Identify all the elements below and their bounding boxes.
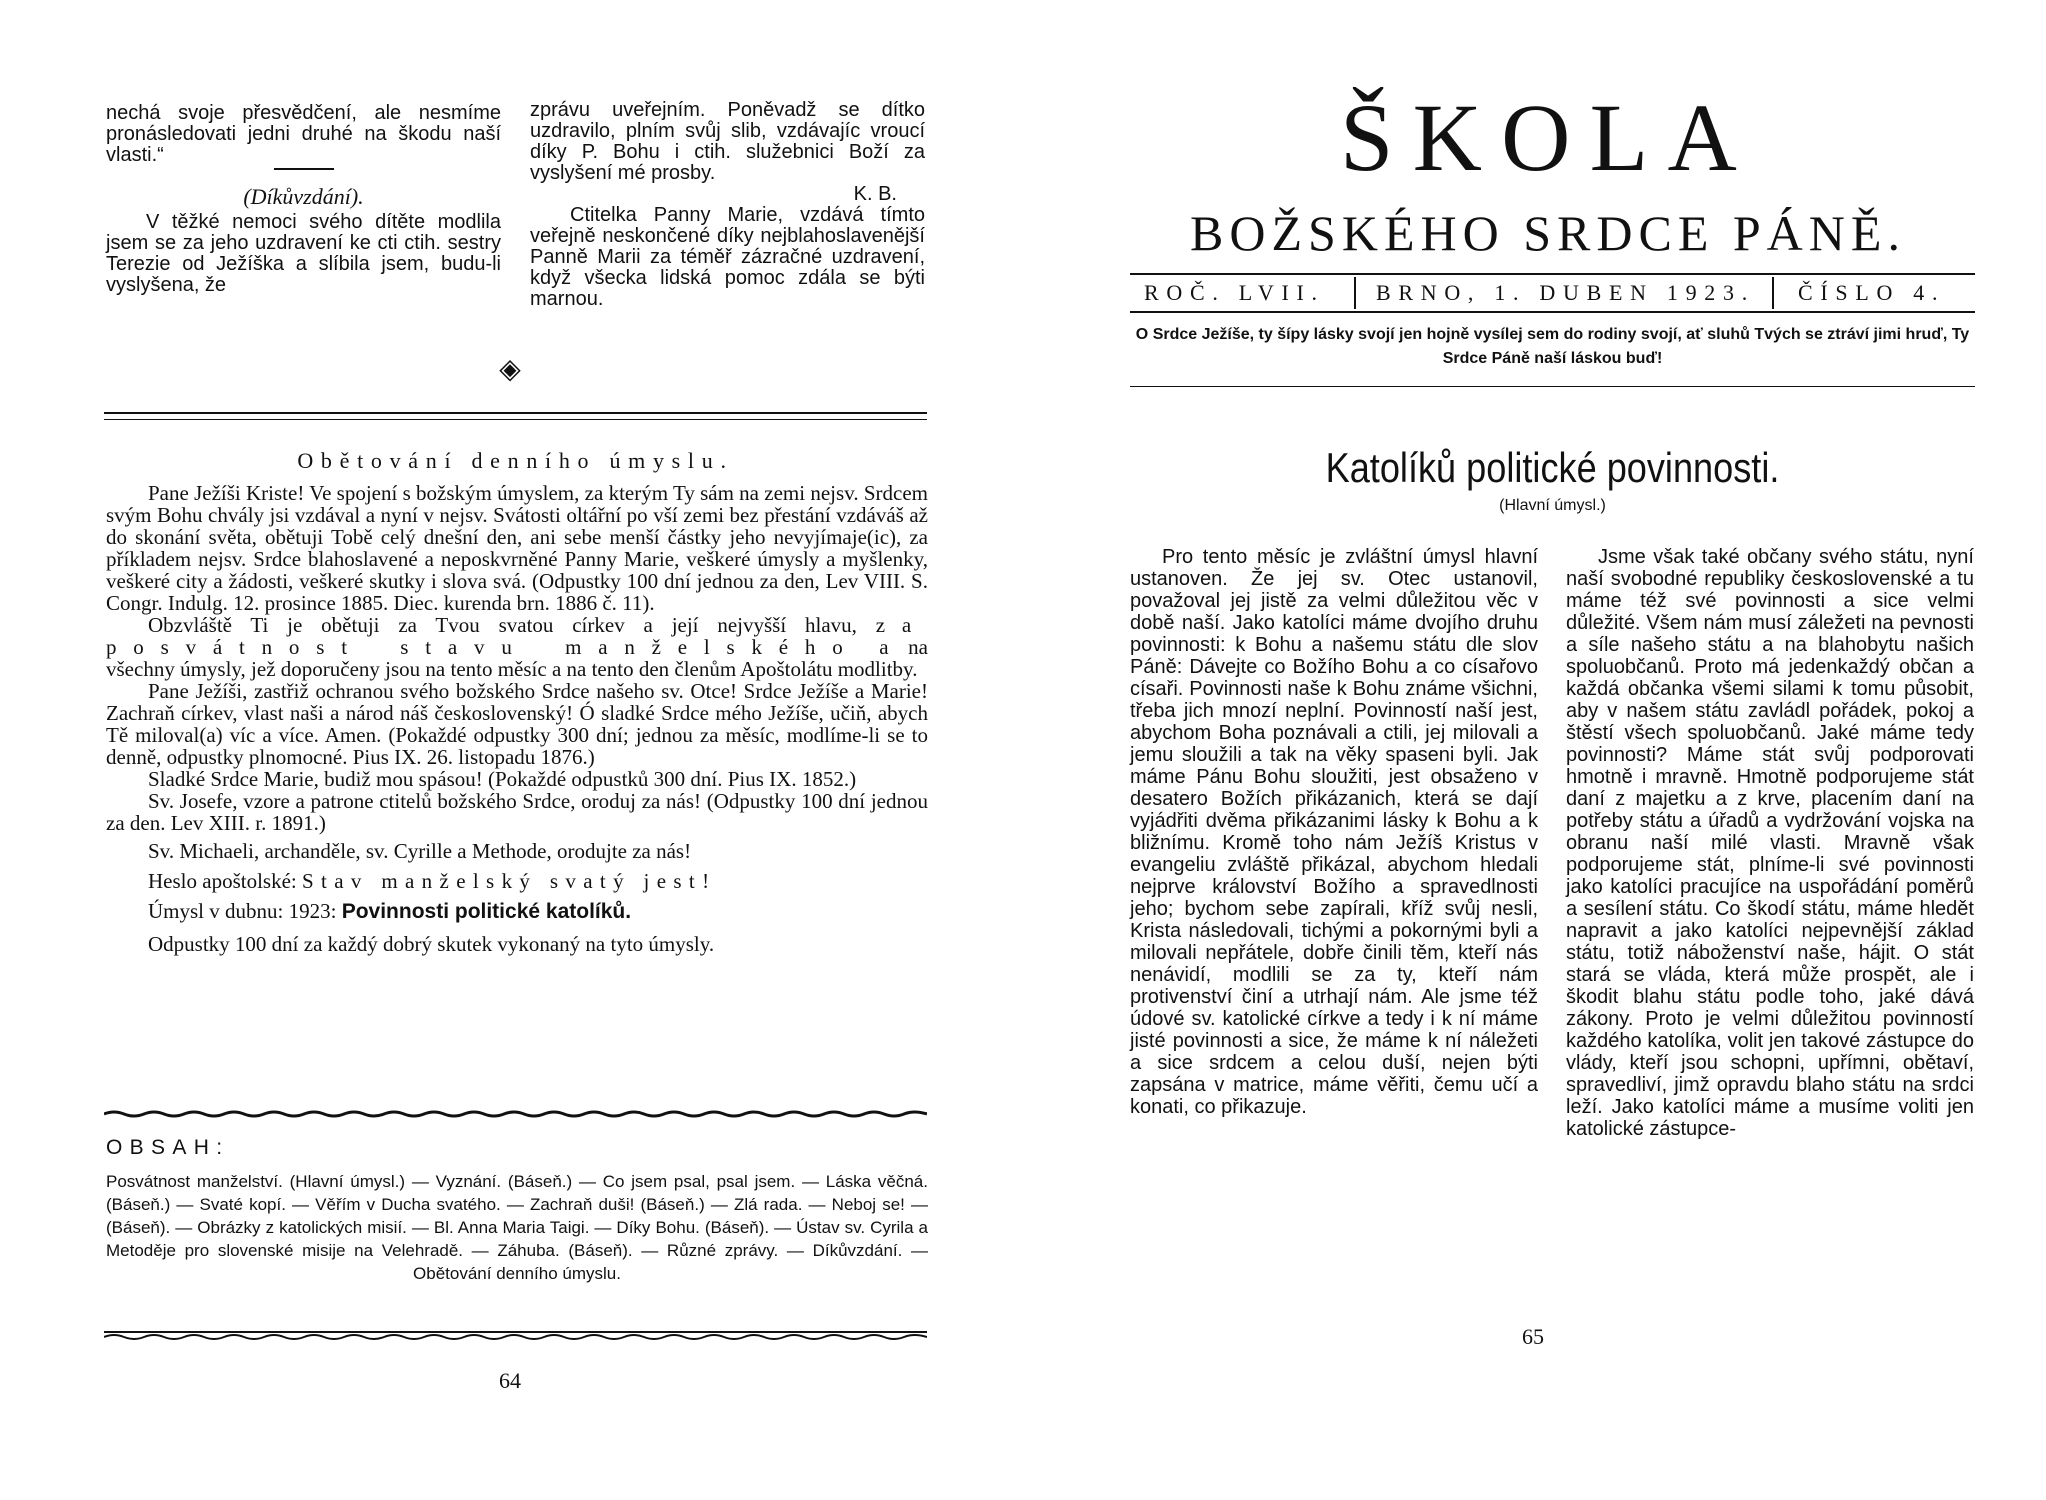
article-column-1	[1130, 546, 1538, 1118]
offering-text	[106, 482, 928, 955]
thanksgiving-paragraph-1: V těžké nemoci svého dítěte modlila jsem se za jeho uzdravení ke cti ctih. sestry Terezie od Ježíška a slíbila jsem, budu-li vyslyšena, že	[106, 211, 501, 296]
offering-paragraph-2-start: Obzvláště Ti je obětuji za Tvou svatou církev a její nejvyšší hlavu,	[148, 613, 857, 637]
contents-text: Posvátnost manželství. (Hlavní úmysl.) — Vyznání. (Báseň.) — Co jsem psal, psal jsem. — Láska věčná. (Báseň.) — Svaté kopí. — Věřím v Ducha svatého. — Zachraň duši! (Báseň.) — Zlá rada. — Neboj se! — (Báseň). — Obrázky z katolických misií. — Bl. Anna Maria Taigi. — Díky Bohu. (Báseň). — Ústav sv. Cyrila a Metoděje pro slovenské misije na Velehradě. — Záhuba. (Báseň). — Různé zprávy. — Díkůvzdání. — Obětování denního úmyslu.	[106, 1172, 928, 1283]
offering-paragraph-9: Odpustky 100 dní za každý dobrý skutek vykonaný na tyto úmysly.	[148, 932, 715, 956]
short-divider	[274, 168, 334, 170]
volume-label: ROČ. LVII.	[1144, 280, 1325, 305]
thanksgiving-column-1	[106, 103, 501, 296]
thanksgiving-heading: (Díkůvzdání).	[243, 184, 364, 209]
issue-separator-2	[1772, 277, 1774, 309]
offering-paragraph-2	[106, 614, 928, 680]
issue-separator-1	[1354, 277, 1356, 309]
issue-rule-top	[1130, 273, 1975, 275]
contents-heading: OBSAH:	[106, 1136, 230, 1159]
offering-paragraph-2-end: a na všechny úmysly, jež doporučeny jsou na tento měsíc a na tento den členům Apoštolátu modlitby.	[106, 635, 928, 681]
page-number-left: 64	[499, 1368, 521, 1393]
article-title: Katolíků politické povinnosti.	[1325, 444, 1780, 491]
issue-number-label: ČÍSLO 4.	[1798, 280, 1946, 305]
offering-paragraph-6: Sv. Michaeli, archanděle, sv. Cyrille a Methode, orodujte za nás!	[148, 839, 692, 863]
thanksgiving-column-2	[530, 100, 925, 310]
issue-rule-bottom	[1130, 311, 1975, 313]
intention-label: Úmysl v dubnu:	[148, 899, 284, 923]
motto-rule	[1130, 386, 1975, 387]
place-date-label: BRNO, 1. DUBEN 1923.	[1376, 280, 1755, 305]
intention-year: 1923:	[288, 899, 337, 923]
intention-value: Povinnosti politické katolíků.	[341, 900, 632, 923]
thanksgiving-paragraph-2: zprávu uveřejním. Poněvadž se dítko uzdravilo, plním svůj slib, vzdávajíc vroucí díky P. Bohu i ctih. služebnici Boží za vyslyšení mé prosby.	[530, 99, 925, 184]
masthead-title: ŠKOLA	[1339, 84, 1756, 191]
wavy-divider-bottom	[104, 1330, 927, 1340]
motto-label: Heslo apoštolské:	[148, 869, 297, 893]
wavy-divider-top	[104, 1110, 927, 1118]
ornament-icon: ◈	[499, 353, 521, 384]
motto-value: Stav manželský svatý jest!	[301, 869, 717, 893]
article-column-2	[1566, 546, 1974, 1140]
offering-paragraph-4: Sladké Srdce Marie, budiž mou spásou! (Pokaždé odpustků 300 dní. Pius IX. 1852.)	[148, 767, 857, 791]
masthead-subtitle: BOŽSKÉHO SRDCE PÁNĚ.	[1190, 205, 1906, 261]
sanctity-of-marriage-phrase: za posvátnost stavu manželského	[106, 613, 929, 659]
intro-paragraph: nechá svoje přesvědčení, ale nesmíme pronásledovati jedni druhé na škodu naší vlasti.“	[106, 102, 501, 166]
masthead-motto: O Srdce Ježíše, ty šípy lásky svojí jen hojně vysílej sem do rodiny svojí, ať sluhů Tvých se ztráví jimi hruď, Ty Srdce Páně naší láskou buď!	[1135, 326, 1970, 367]
offering-paragraph-5: Sv. Josefe, vzore a patrone ctitelů božského Srdce, oroduj za nás! (Odpustky 100 dní jednou za den. Lev XIII. r. 1891.)	[106, 789, 928, 835]
article-subtitle: (Hlavní úmysl.)	[1499, 497, 1606, 514]
article-column-2-text: Jsme však také občany svého státu, nyní naší svobodné republiky československé a tu máme též své povinnosti a sice velmi důležité. Všem nám musí záležeti na pevnosti a síle našeho státu a na blahobytu našich spoluobčanů. Proto má jedenkaždý občan a každá občanka všemi silami k tomu působit, aby v našem státu zavládl pořádek, pokoj a štěstí všech spoluobčanů. Jaké máme tedy povinnosti? Máme stát svůj podporovati hmotně i mravně. Hmotně podporujeme stát daní z majetku a z krve, placením daní na potřeby státu a úřadů a vydržování vojska na obranu naší milé vlasti. Mravně však podporujeme stát, plníme-li své povinnosti jako katolíci pracujíce na uspořádání poměrů a sesílení státu. Co škodí státu, máme hledět napravit a jako katolíci nejpevnější základ státu, totiž náboženství naše, hájit. O stát stará se vláda, která může prospět, ale i škodit blahu státu podle toho, jaké dává zákony. Proto je velmi důležitou povinností každého katolíka, volit jen takové zástupce do vlády, kteří jsou schopni, upřímni, obětaví, spravedliví, jimž opravdu blaho státu na srdci leží. Jako katolíci máme a musíme voliti jen katolické zástupce-	[1566, 546, 1974, 1140]
right-page	[1023, 0, 2046, 1500]
thanksgiving-paragraph-3: Ctitelka Panny Marie, vzdává tímto veřejně neskončené díky nejblahoslavenější Panně Marii za téměř zázračné uzdravení, když všecka lidská pomoc zdála se býti marnou.	[530, 204, 925, 310]
monthly-intention	[106, 900, 928, 923]
offering-paragraph-1: Pane Ježíši Kriste! Ve spojení s božským úmyslem, za kterým Ty sám na zemi nejsv. Srdcem svým Bohu chvály jsi vzdával a nyní v nejsv. Svátosti oltářní po vší zemi bez přestání vzdáváš až do skonání světa, obětuji Tobě celý dnešní den, ani sebe menší částky jeho nevyjímaje(ic), za příkladem nejsv. Srdce blahoslavené a neposkvrněné Panny Marie, veškeré úmysly a myšlenky, veškeré city a žádosti, veškeré skutky i slova svá. (Odpustky 100 dní jednou za den, Lev VIII. S. Congr. Indulg. 12. prosince 1885. Diec. kurenda brn. 1886 č. 11).	[106, 481, 928, 615]
double-rule-top	[104, 412, 927, 414]
page-number-right: 65	[1522, 1324, 1544, 1349]
issue-bar	[1130, 277, 1975, 309]
offering-title: Obětování denního úmyslu.	[297, 448, 734, 473]
signature-initials: K. B.	[853, 183, 897, 205]
apostolic-motto	[106, 870, 928, 892]
offering-paragraph-3: Pane Ježíši, zastřiž ochranou svého božského Srdce našeho sv. Otce! Srdce Ježíše a Marie! Zachraň církev, vlast naši a národ náš československý! Ó sladké Srdce mého Ježíše, učiň, abych Tě miloval(a) víc a více. Amen. (Pokaždé odpustky 300 dní; jednou za měsíc, modlíme-li se to denně, odpustky plnomocné. Pius IX. 26. listopadu 1876.)	[106, 679, 928, 769]
article-column-1-text: Pro tento měsíc je zvláštní úmysl hlavní ustanoven. Že jej sv. Otec ustanovil, považoval jej jistě za velmi důležitou věc v době naší. Jako katolíci máme dvojího druhu povinnosti: k Bohu a našemu státu dle slov Páně: Dávejte co Božího Bohu a co císařovo císaři. Povinnosti naše k Bohu známe všichni, třeba jich mnozí neplní. Povinností naší jest, abychom Boha poznávali a ctili, jej milovali a jemu sloužili a tak na věky spaseni byli. Jak máme Pánu Bohu sloužiti, jest obsaženo v desatero Božích přikázanich, která se dají vyjádřiti dvěma přikázanimi lásky k Bohu a k bližnímu. Kromě toho nám Ježíš Kristus v evangeliu zvláště přikázal, abychom hledali nejprve království Božího a spravedlnosti jeho; bychom sebe zapírali, kříž svůj nesli, Krista následovali, tichými a pokornými byli a milovali nepřátele, dobře činili těm, kteří nás nenávidí, modlili se za ty, kteří nám protivenství činí a utrhají nám. Ale jsme též údové sv. katolické církve a tedy i k ní máme jisté povinnosti a sice, že máme k ní náležeti a sice srdcem a celou duší, nejen býti zapsána v matrice, máme věřiti, čemu učí a konati, co přikazuje.	[1130, 546, 1538, 1118]
double-rule-bottom	[104, 419, 927, 420]
contents-box	[106, 1170, 928, 1285]
